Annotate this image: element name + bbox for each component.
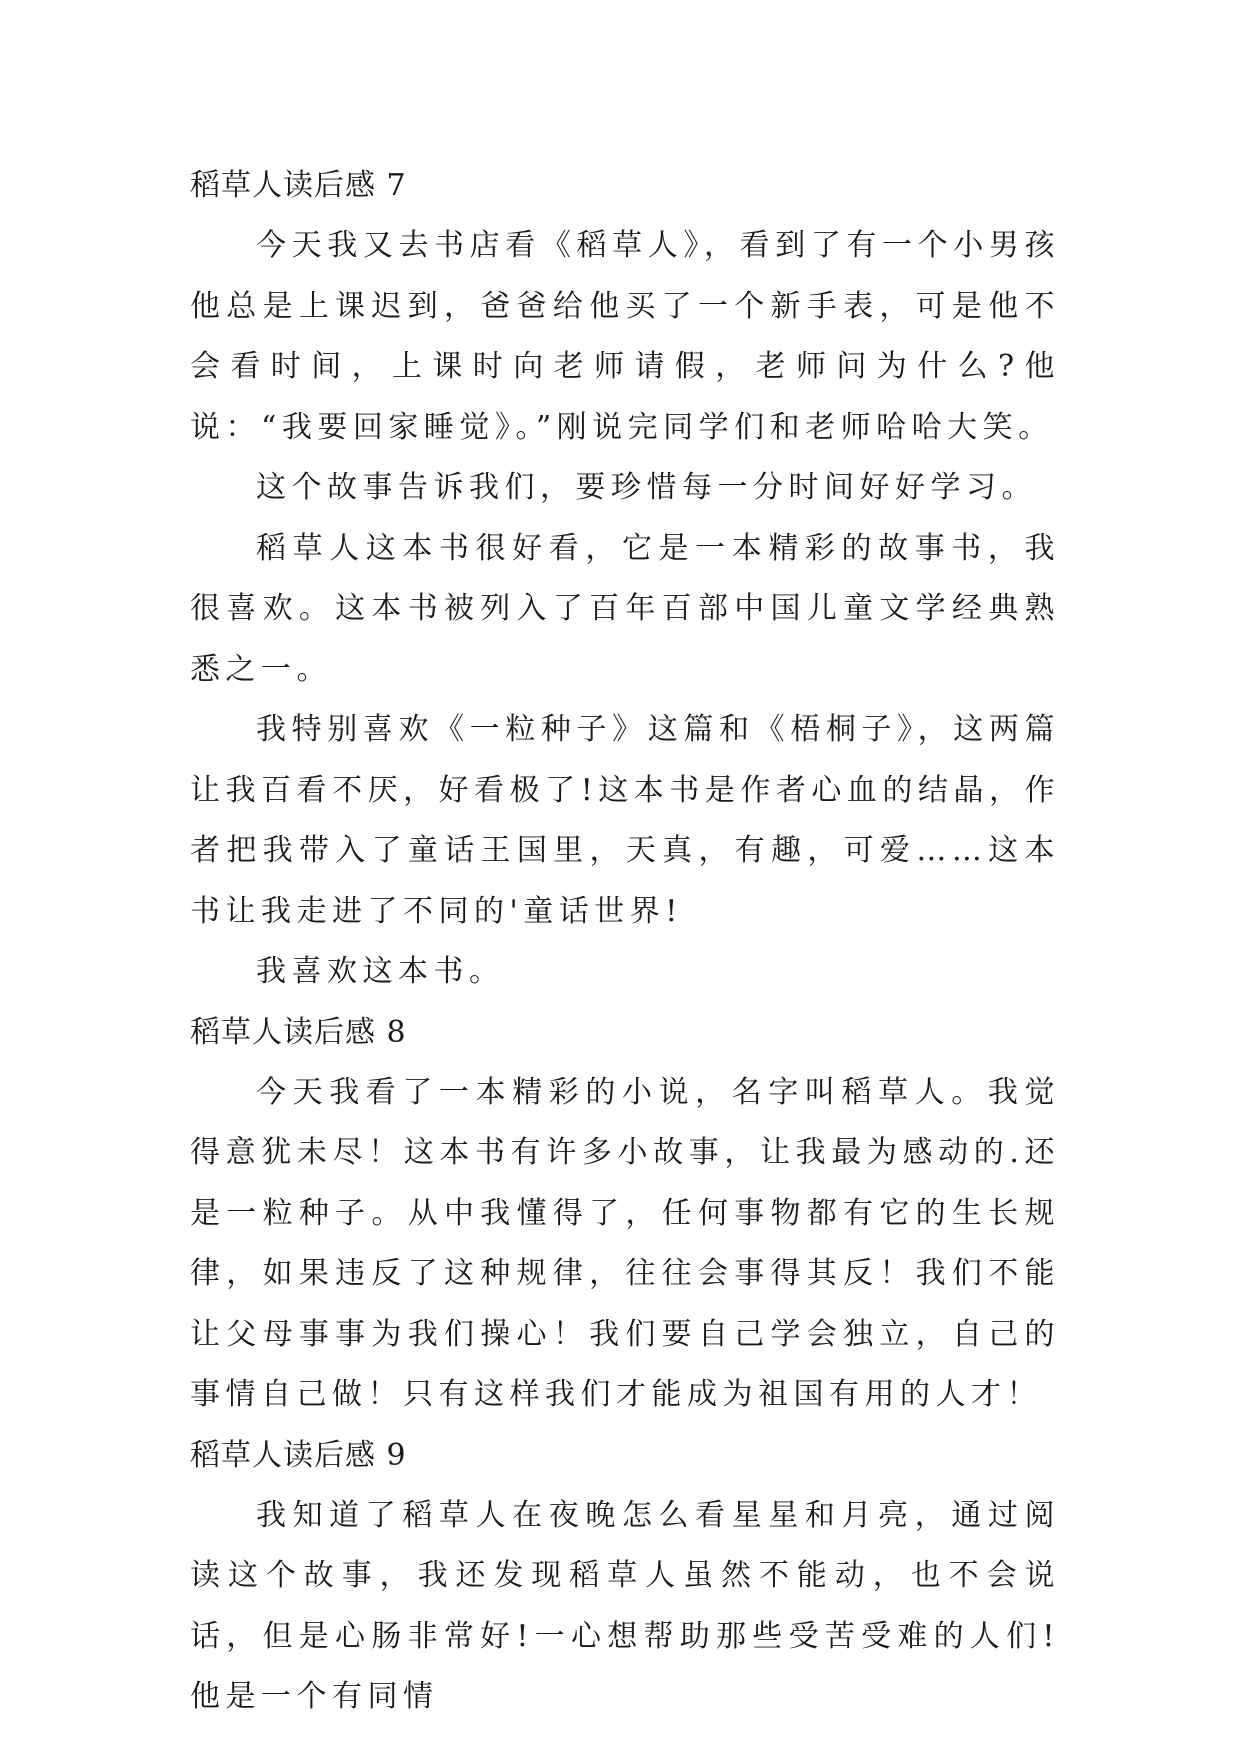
- paragraph: 我喜欢这本书。: [256, 954, 505, 989]
- paragraph: 稻草人这本书很好看，它是一本精彩的故事书，我很喜欢。这本书被列入了百年百部中国儿童文学经典熟悉之一。: [190, 530, 1060, 687]
- paragraph: 今天我又去书店看《稻草人》，看到了有一个小男孩他总是上课迟到，爸爸给他买了一个新手表，可是他不会看时间，上课时向老师请假，老师问为什么?他说：“我要回家睡觉》。”刚说完同学们和老师哈哈大笑。: [190, 228, 1060, 445]
- section-title-9: 稻草人读后感 9: [190, 1437, 407, 1473]
- paragraph: 我特别喜欢《一粒种子》这篇和《梧桐子》，这两篇让我百看不厌，好看极了!这本书是作者心血的结晶，作者把我带入了童话王国里，天真，有趣，可爱……这本书让我走进了不同的'童话世界!: [190, 712, 1060, 929]
- section-title-7: 稻草人读后感 7: [190, 168, 407, 203]
- paragraph: 我知道了稻草人在夜晚怎么看星星和月亮，通过阅读这个故事，我还发现稻草人虽然不能动，也不会说话，但是心肠非常好!一心想帮助那些受苦受难的人们!他是一个有同情: [190, 1497, 1060, 1714]
- paragraph: 这个故事告诉我们，要珍惜每一分时间好好学习。: [256, 470, 1037, 505]
- document-body: [190, 156, 1060, 1728]
- section-title-8: 稻草人读后感 8: [190, 1014, 407, 1050]
- paragraph: 今天我看了一本精彩的小说，名字叫稻草人。我觉得意犹未尽！这本书有许多小故事，让我最为感动的.还是一粒种子。从中我懂得了，任何事物都有它的生长规律，如果违反了这种规律，往往会事得其反！我们不能让父母事事为我们操心！我们要自己学会独立，自己的事情自己做！只有这样我们才能成为祖国有用的人才！: [190, 1074, 1060, 1412]
